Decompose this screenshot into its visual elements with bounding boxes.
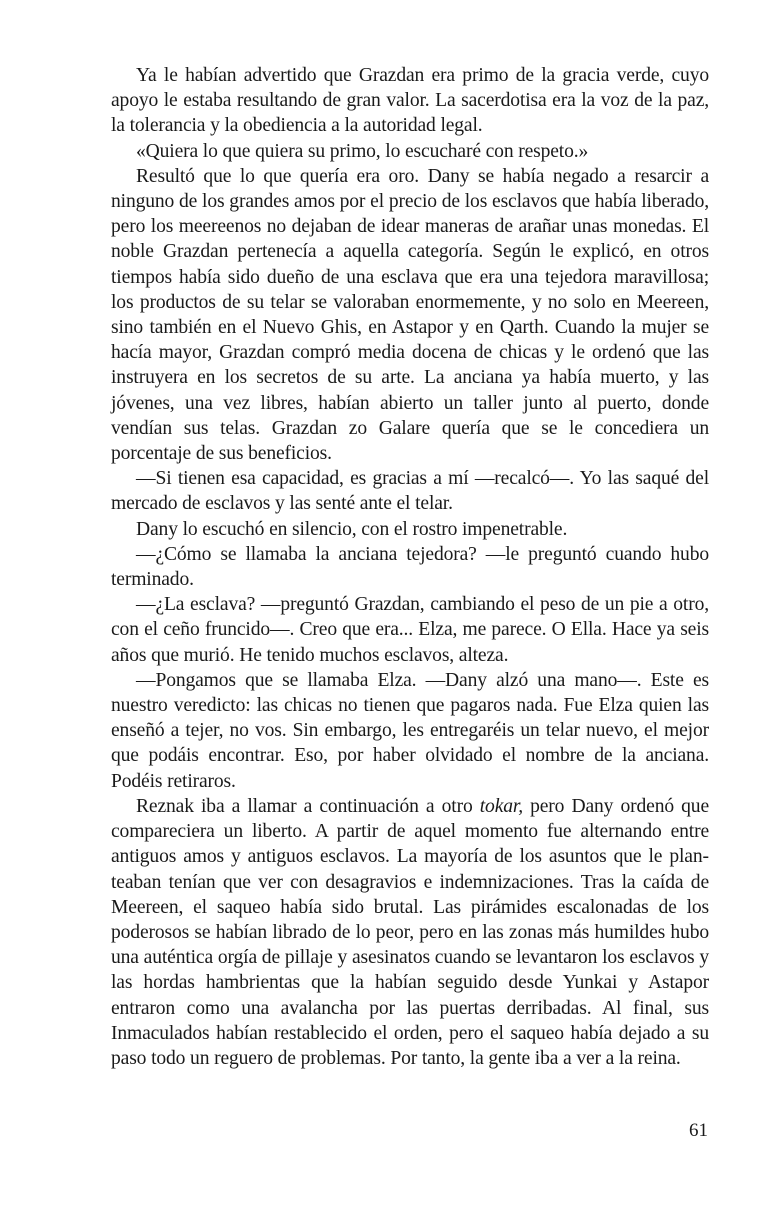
paragraph: Dany lo escuchó en silencio, con el rostro impenetrable. <box>136 518 568 540</box>
paragraph: Resultó que lo que quería era oro. Dany se había negado a resarcir a ninguno de los grandes amos por el precio de los esclavos que había liberado, pero los meereenos no dejaban de idear maneras de arañar unas monedas. El noble Grazdan pertenecía a aquella categoría. Según le explicó, en otros tiempos había sido dueño de una esclava que era una tejedora maravillosa; los productos de su telar se valoraban enormemente, y no solo en Meereen, sino también en el Nuevo Ghis, en Astapor y en Qarth. Cuando la mujer se hacía mayor, Grazdan compró media docena de chicas y le ordenó que las instruyera en los secretos de su arte. La anciana ya había muerto, y las jóvenes, una vez libres, habían abierto un taller junto al puerto, donde vendían sus telas. Grazdan zo Galare quería que se le concediera un porcentaje de sus beneficios. <box>111 165 709 465</box>
paragraph: —Si tienen esa capacidad, es gracias a mí —recalcó—. Yo las saqué del mercado de esclavos y las senté ante el telar. <box>111 468 709 515</box>
paragraph: —¿Cómo se llamaba la anciana tejedora? —le preguntó cuando hubo terminado. <box>111 543 709 591</box>
body-text <box>111 63 709 1071</box>
paragraph: «Quiera lo que quiera su primo, lo escucharé con respeto.» <box>136 140 589 162</box>
paragraph-text-start: Reznak iba a llamar a continuación a otro <box>136 795 480 817</box>
paragraph: Ya le habían advertido que Grazdan era primo de la gracia verde, cuyo apoyo le estaba resultando de gran valor. La sacerdotisa era la voz de la paz, la tolerancia y la obediencia a la autoridad legal. <box>111 65 709 137</box>
paragraph-with-italic <box>111 794 709 1071</box>
paragraph: —Pongamos que se llamaba Elza. —Dany alzó una mano—. Este es nuestro veredicto: las chicas no tienen que pagaros nada. Fue Elza quien las enseñó a tejer, no vos. Sin embargo, les entregaréis un telar nuevo, el mejor que podáis encontrar. Eso, por haber olvidado el nombre de la anciana. Podéis retiraros. <box>111 669 709 792</box>
page-number: 61 <box>689 1120 708 1141</box>
paragraph: —¿La esclava? —preguntó Grazdan, cambiando el peso de un pie a otro, con el ceño fruncido—. Creo que era... Elza, me parece. O Ella. Hace ya seis años que murió. He tenido muchos esclavos, alteza. <box>111 594 709 666</box>
italic-word: tokar, <box>479 795 523 817</box>
paragraph-text-end: pero Dany ordenó que compareciera un liberto. A partir de aquel momento fue alternando entre antiguos amos y antiguos esclavos. La mayoría de los asuntos que le planteaban tenían que ver con desagravios e indemnizaciones. Tras la caída de Meereen, el saqueo había sido brutal. Las pirámides escalonadas de los poderosos se habían librado de lo peor, pero en las zonas más humildes hubo una auténtica orgía de pillaje y asesinatos cuando se levantaron los esclavos y las hordas hambrientas que la habían seguido desde Yunkai y Astapor entraron como una avalancha por las puertas derribadas. Al final, sus Inmaculados habían restablecido el orden, pero el saqueo había dejado a su paso todo un reguero de problemas. Por tanto, la gente iba a ver a la reina. <box>111 795 709 1069</box>
